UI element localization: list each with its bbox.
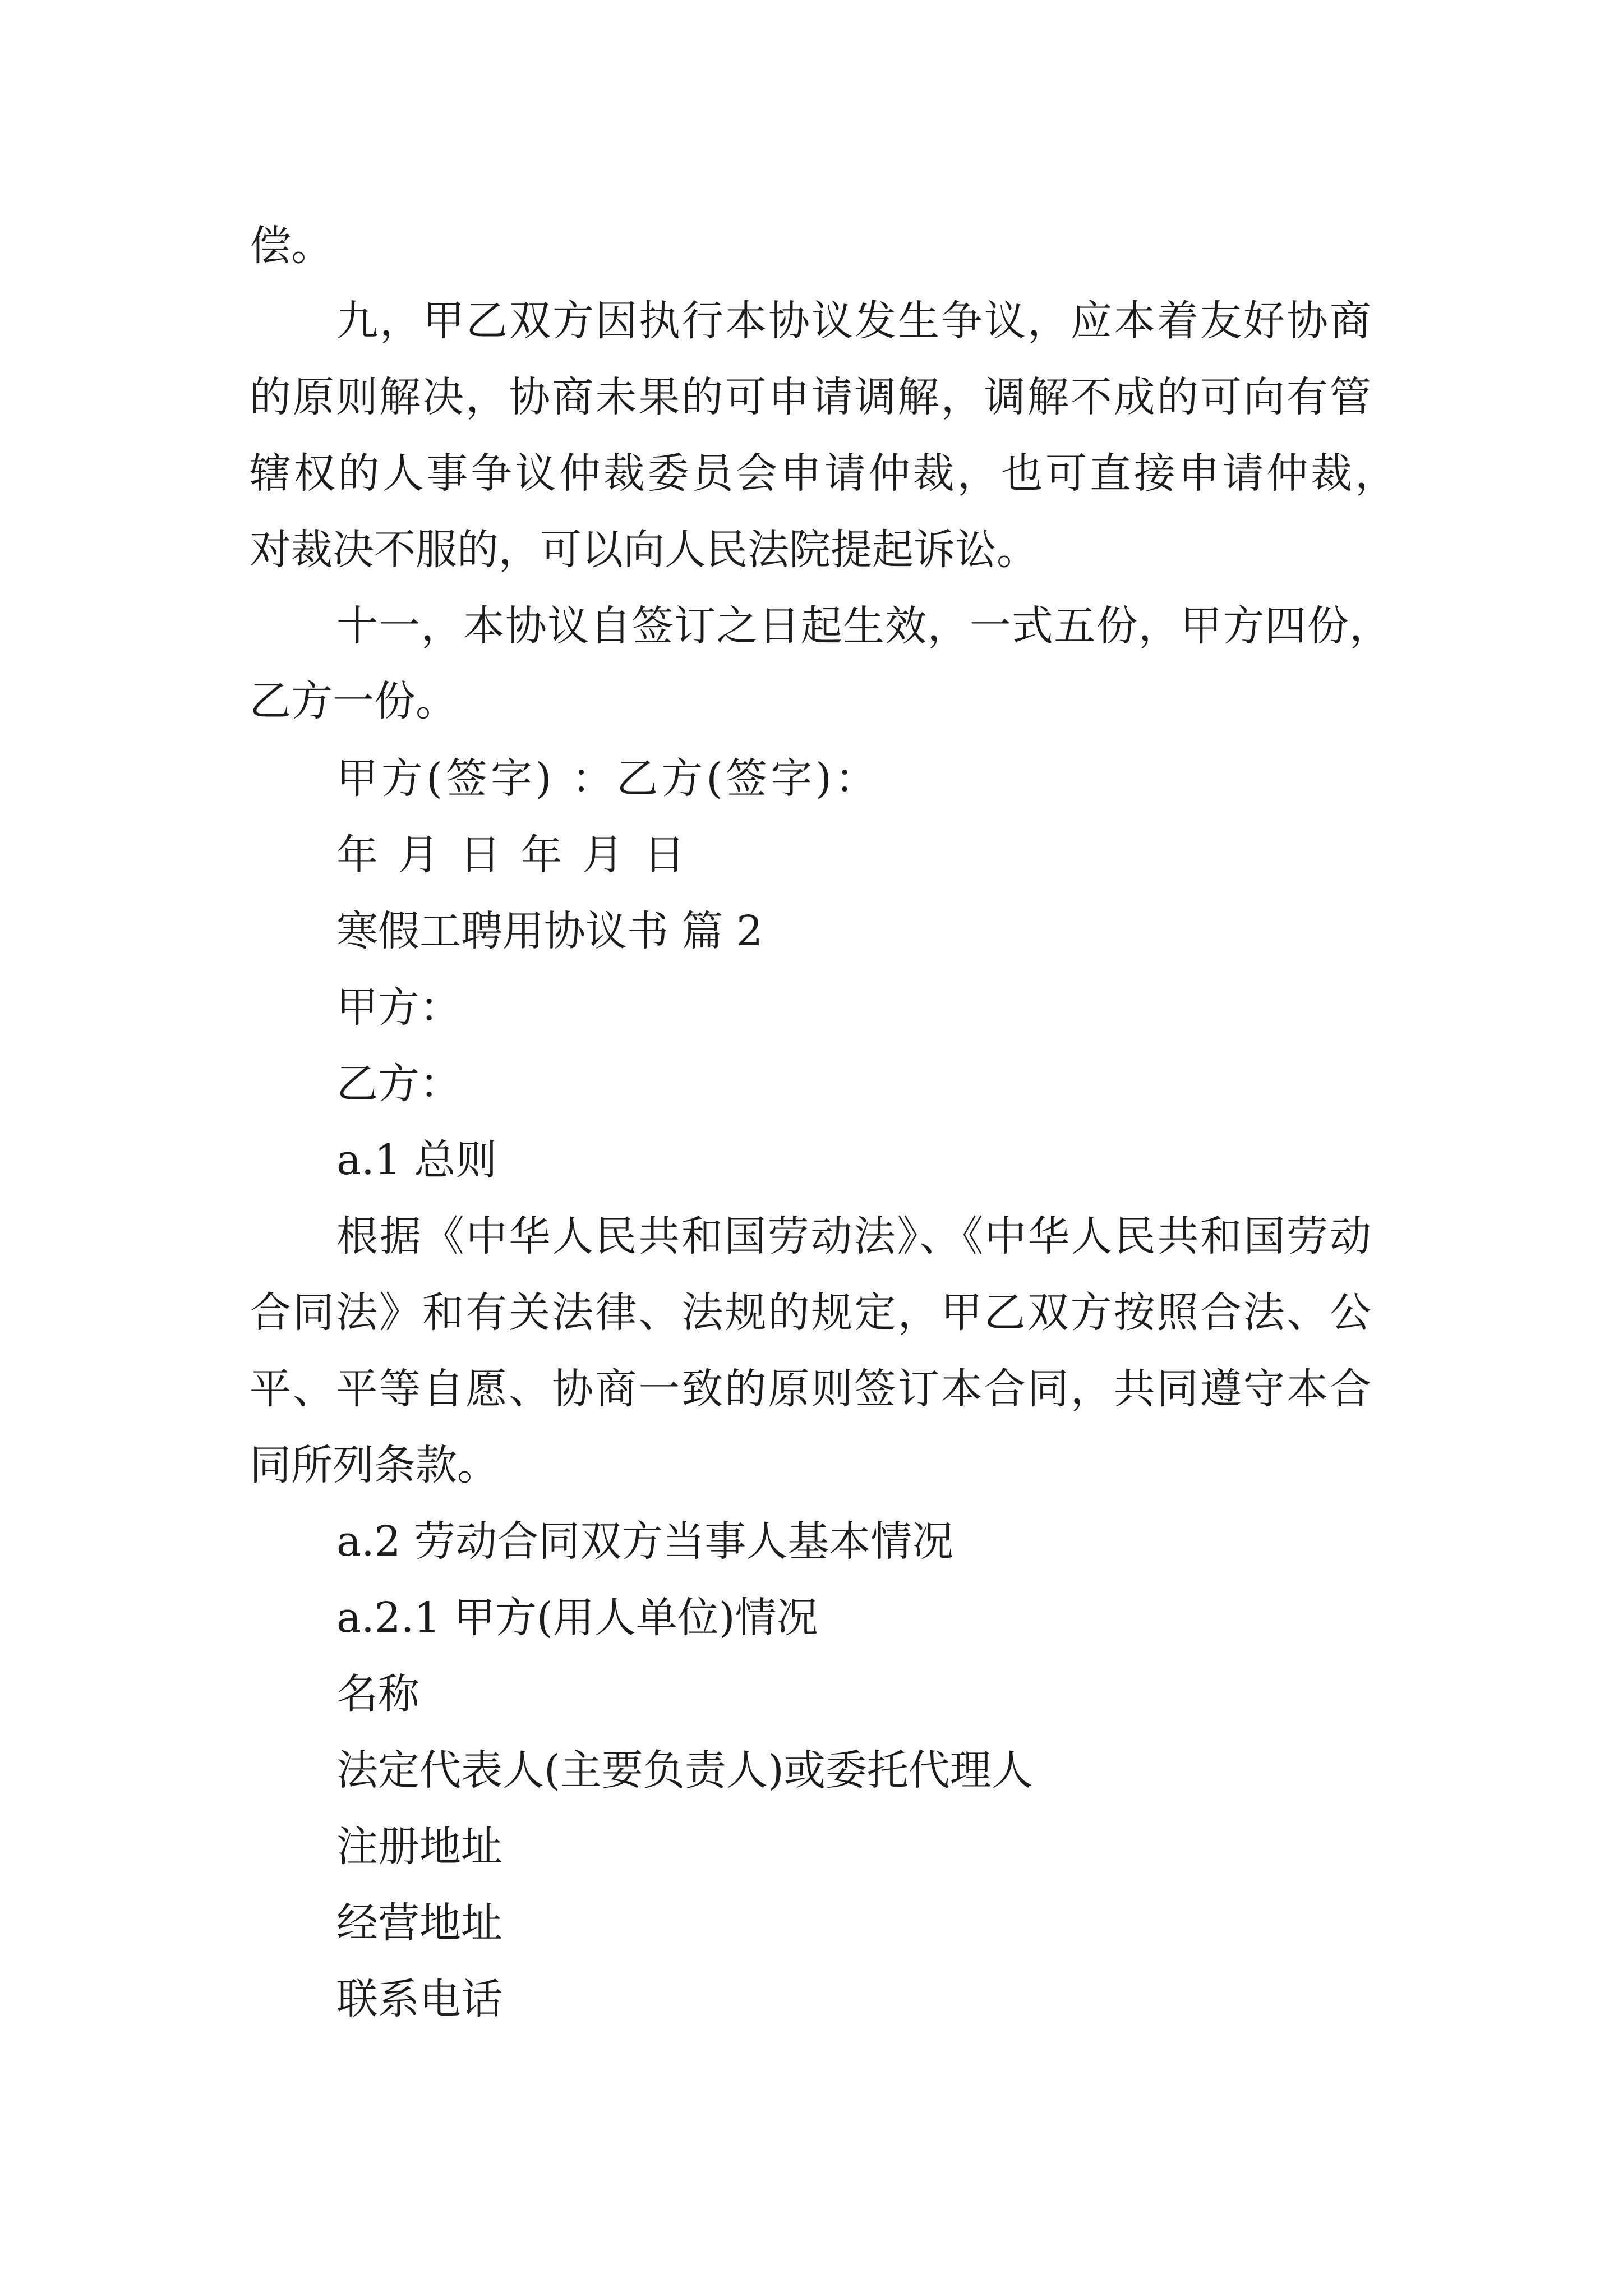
field-label: 联系电话 (336, 1975, 502, 2023)
text-line: 合同法》和有关法律、法规的规定，甲乙双方按照合法、公 (250, 1289, 1371, 1337)
field-label: 名称 (336, 1670, 419, 1718)
text-line: 十一，本协议自签订之日起生效，一式五份，甲方四份， (336, 602, 1391, 650)
field-label: 经营地址 (336, 1899, 502, 1947)
text-line: 平、平等自愿、协商一致的原则签订本合同，共同遵守本合 (250, 1365, 1371, 1413)
clause-heading: a.1 总则 (336, 1136, 497, 1184)
clause-heading: a.2 劳动合同双方当事人基本情况 (336, 1517, 954, 1566)
field-label: 注册地址 (336, 1823, 502, 1871)
text-line: 偿。 (250, 222, 333, 270)
text-line: 对裁决不服的，可以向人民法院提起诉讼。 (250, 526, 1038, 574)
text-line: 同所列条款。 (250, 1441, 499, 1489)
section-heading: 寒假工聘用协议书 篇 2 (336, 907, 763, 955)
party-b-label: 乙方： (336, 1060, 461, 1108)
text-line: 根据《中华人民共和国劳动法》、《中华人民共和国劳动 (336, 1212, 1371, 1260)
text-line: 辖权的人事争议仲裁委员会申请仲裁，也可直接申请仲裁， (250, 449, 1396, 498)
text-line: 九，甲乙双方因执行本协议发生争议，应本着友好协商 (336, 297, 1371, 345)
text-line: 乙方一份。 (250, 677, 457, 725)
signature-line: 甲方(签字) ：乙方(签字)： (336, 754, 880, 803)
clause-subheading: a.2.1 甲方(用人单位)情况 (336, 1594, 818, 1642)
date-line: 年 月 日 年 月 日 (336, 831, 689, 879)
text-line: 的原则解决，协商未果的可申请调解，调解不成的可向有管 (250, 373, 1371, 421)
party-a-label: 甲方： (336, 983, 461, 1032)
field-label: 法定代表人(主要负责人)或委托代理人 (336, 1746, 1033, 1795)
